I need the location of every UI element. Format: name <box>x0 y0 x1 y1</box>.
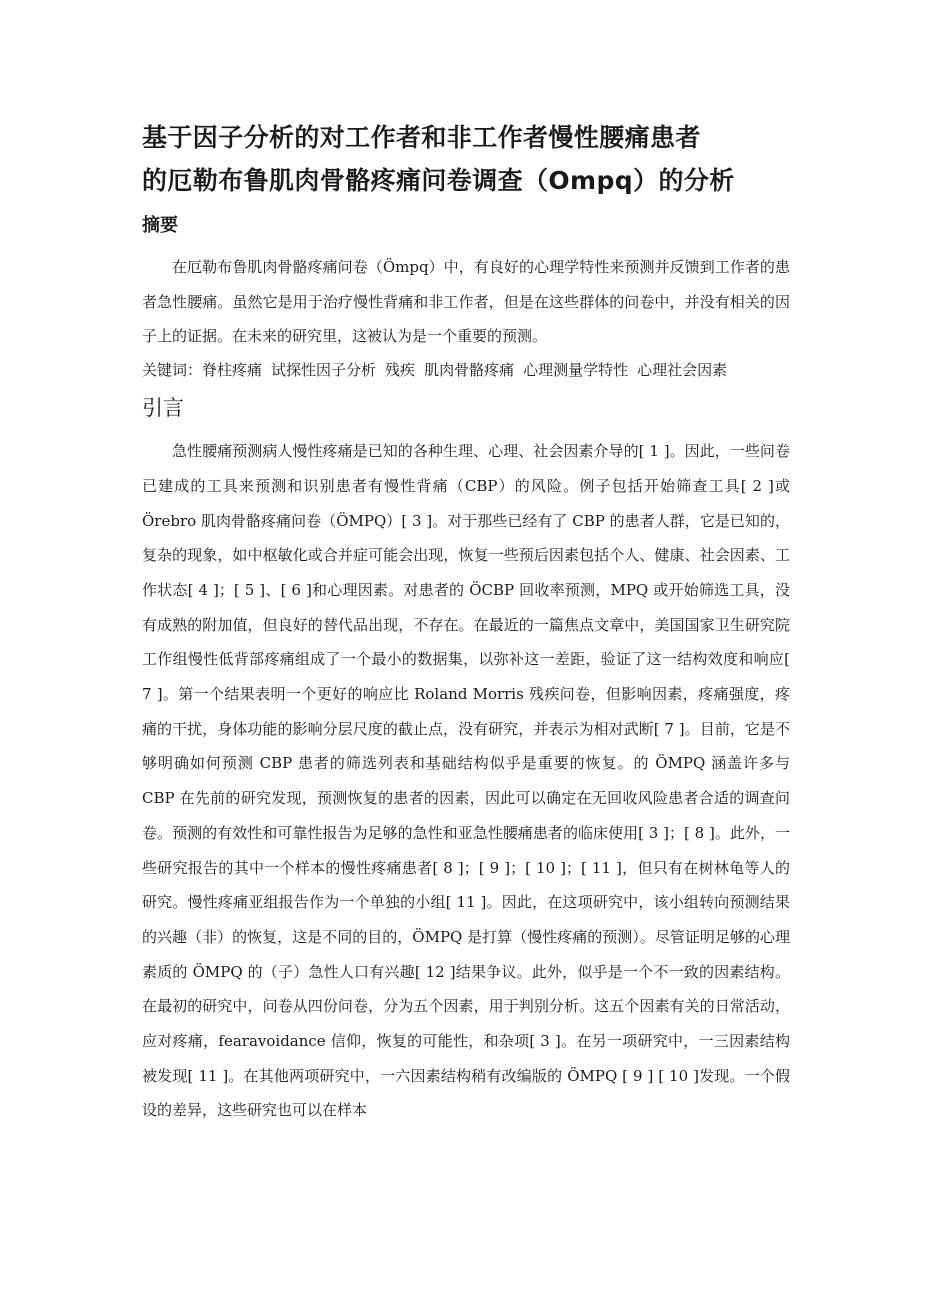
document-title-line-1: 基于因子分析的对工作者和非工作者慢性腰痛患者 <box>142 123 701 152</box>
introduction-heading: 引言 <box>142 396 184 421</box>
keyword-item: 心理社会因素 <box>637 361 728 380</box>
keyword-item: 肌肉骨骼疼痛 <box>424 361 515 380</box>
keyword-item: 脊柱疼痛 <box>202 361 263 380</box>
keyword-item: 残疾 <box>385 361 416 380</box>
abstract-heading: 摘要 <box>142 215 178 236</box>
abstract-paragraph: 在厄勒布鲁肌肉骨骼疼痛问卷（Ömpq）中，有良好的心理学特性来预测并反馈到工作者的患者急性腰痛。虽然它是用于治疗慢性背痛和非工作者，但是在这些群体的问卷中，并没有相关的因子上的证据。在未来的研究里，这被认为是一个重要的预测。 <box>142 258 790 346</box>
document-page <box>142 116 790 1128</box>
keywords-line <box>142 354 790 386</box>
keyword-item: 心理测量学特性 <box>523 361 629 380</box>
document-title-line-2: 的厄勒布鲁肌肉骨骼疼痛问卷调查（Ompq）的分析 <box>142 166 735 195</box>
introduction-paragraph: 急性腰痛预测病人慢性疼痛是已知的各种生理、心理、社会因素介导的[ 1 ]。因此，一些问卷已建成的工具来预测和识别患者有慢性背痛（CBP）的风险。例子包括开始筛查工具[ 2 ]或 Örebro 肌肉骨骼疼痛问卷（ÖMPQ）[ 3 ]。对于那些已经有了 CBP 的患者人群，它是已知的，复杂的现象，如中枢敏化或合并症可能会出现，恢复一些预后因素包括个人、健康、社会因素、工作状态[ 4 ]；[ 5 ]、[ 6 ]和心理因素。对患者的 ÖCBP 回收率预测，MPQ 或开始筛选工具，没有成熟的附加值，但良好的替代品出现，不存在。在最近的一篇焦点文章中，美国国家卫生研究院工作组慢性低背部疼痛组成了一个最小的数据集，以弥补这一差距，验证了这一结构效度和响应[ 7 ]。第一个结果表明一个更好的响应比 Roland Morris 残疾问卷，但影响因素，疼痛强度，疼痛的干扰，身体功能的影响分层尺度的截止点，没有研究，并表示为相对武断[ 7 ]。目前，它是不够明确如何预测 CBP 患者的筛选列表和基础结构似乎是重要的恢复。的 ÖMPQ 涵盖许多与 CBP 在先前的研究发现，预测恢复的患者的因素，因此可以确定在无回收风险患者合适的调查问卷。预测的有效性和可靠性报告为足够的急性和亚急性腰痛患者的临床使用[ 3 ]；[ 8 ]。此外，一些研究报告的其中一个样本的慢性疼痛患者[ 8 ]；[ 9 ]；[ 10 ]；[ 11 ]，但只有在树林龟等人的研究。慢性疼痛亚组报告作为一个单独的小组[ 11 ]。因此，在这项研究中，该小组转向预测结果的兴趣（非）的恢复，这是不同的目的，ÖMPQ 是打算（慢性疼痛的预测）。尽管证明足够的心理素质的 ÖMPQ 的（子）急性人口有兴趣[ 12 ]结果争议。此外，似乎是一个不一致的因素结构。在最初的研究中，问卷从四份问卷，分为五个因素，用于判别分析。这五个因素有关的日常活动，应对疼痛，fearavoidance 信仰，恢复的可能性，和杂项[ 3 ]。在另一项研究中，一三因素结构被发现[ 11 ]。在其他两项研究中，一六因素结构稍有改编版的 ÖMPQ [ 9 ] [ 10 ]发现。一个假设的差异，这些研究也可以在样本 <box>142 442 790 1120</box>
keywords-label: 关键词： <box>142 361 203 380</box>
keyword-item: 试探性因子分析 <box>271 361 377 380</box>
